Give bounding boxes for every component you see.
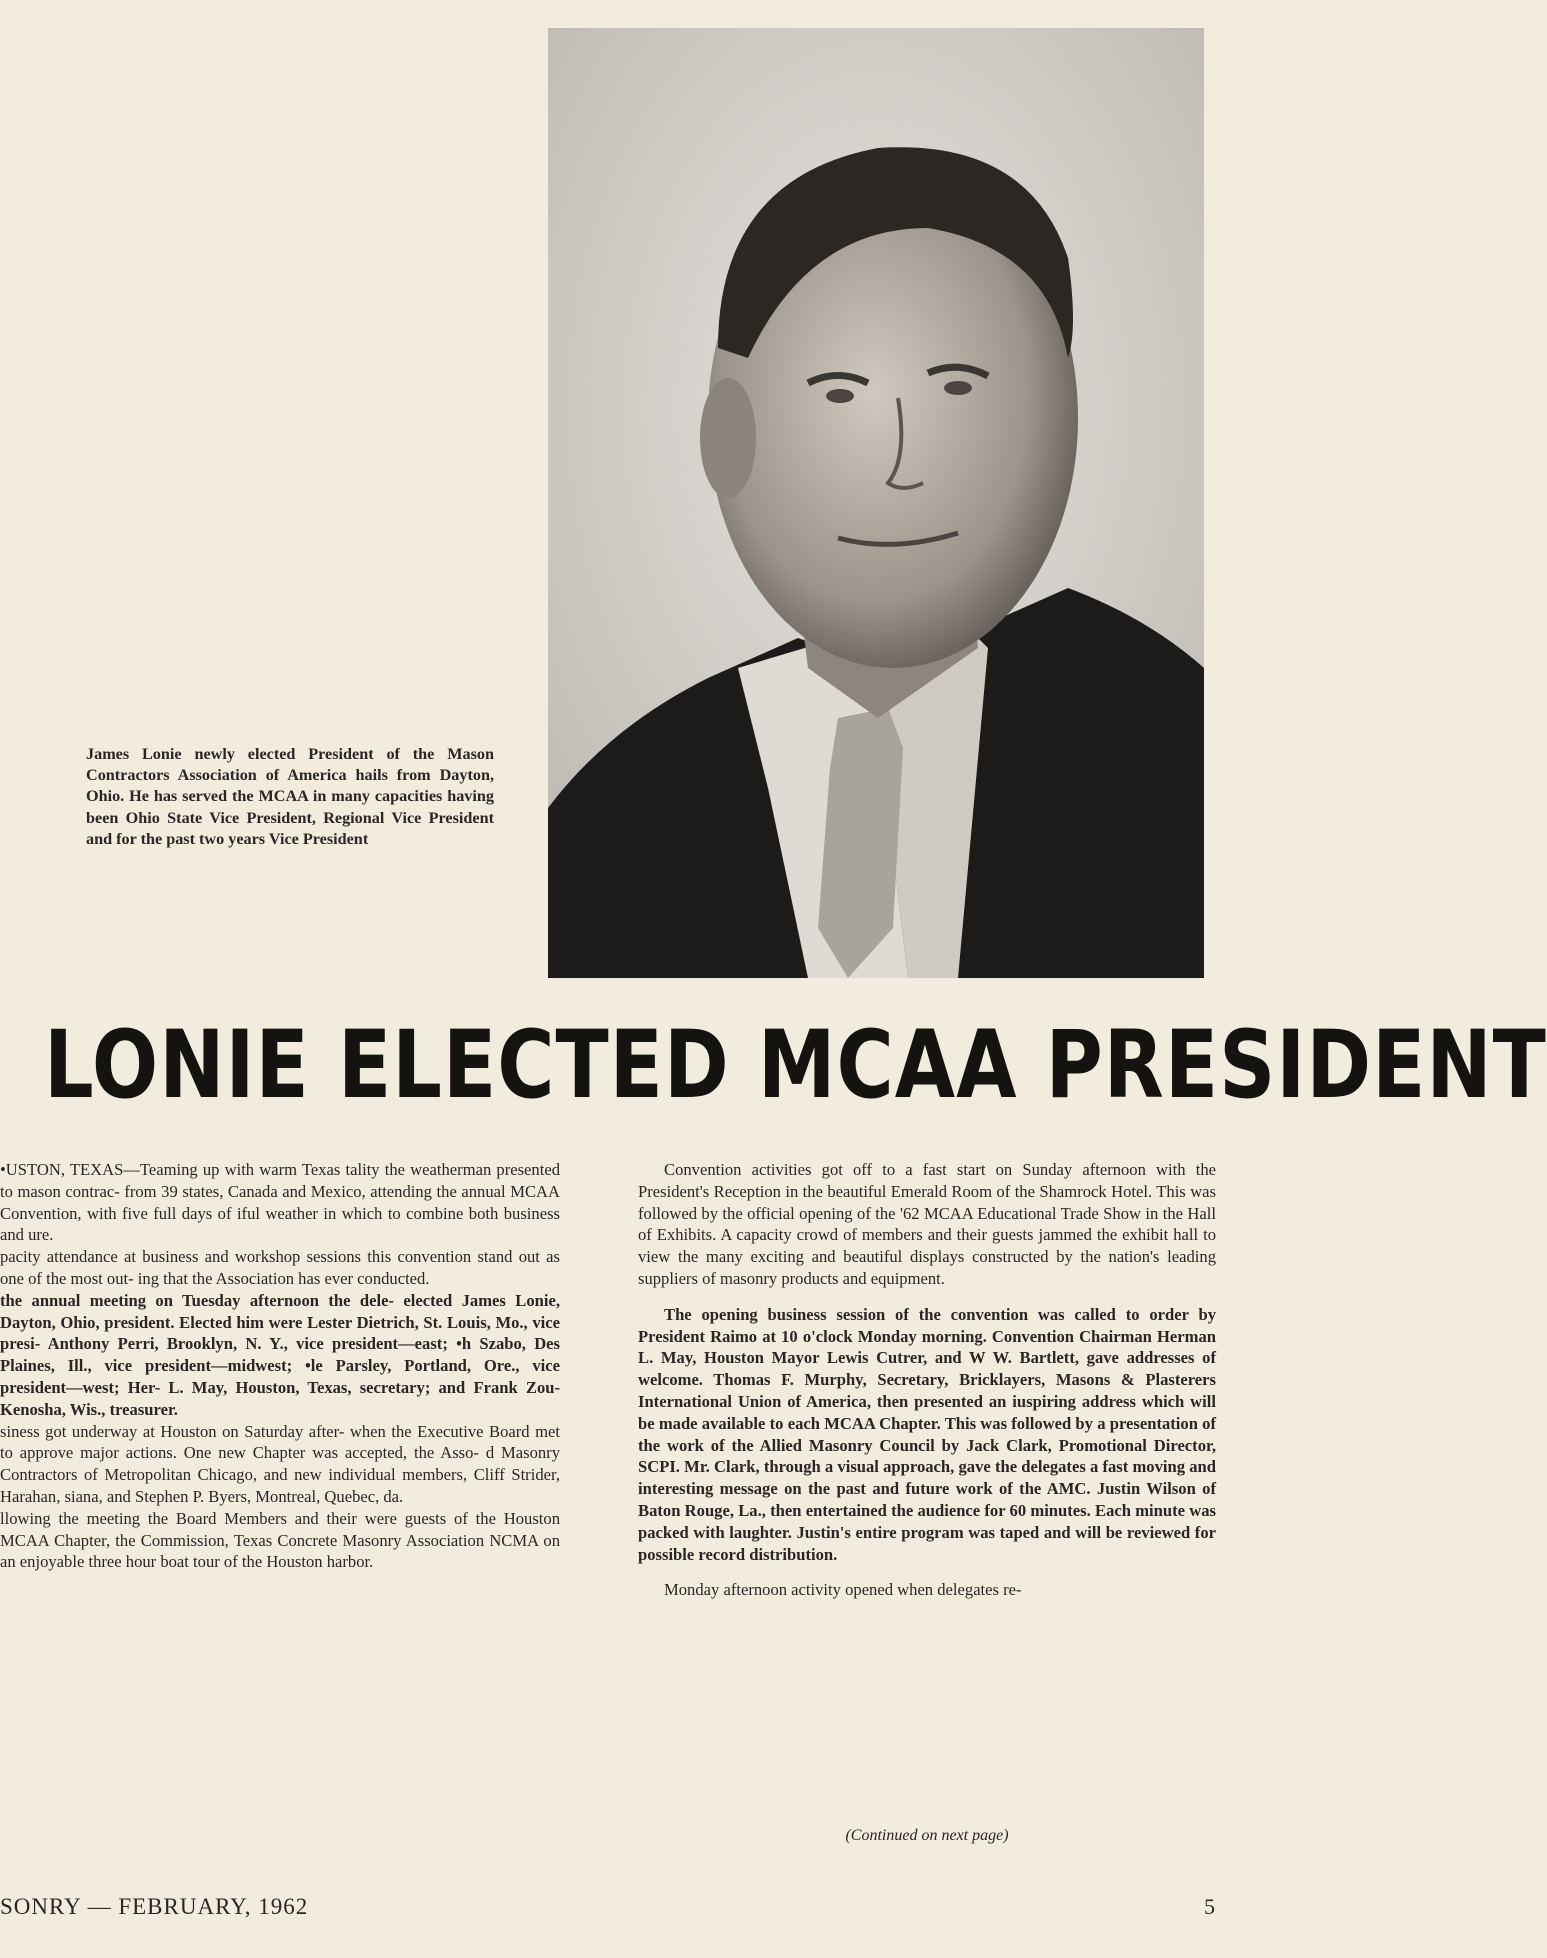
left-paragraph: siness got underway at Houston on Saturday after- when the Executive Board met to approve major actions. One new Chapter was accepted, the Asso- d Masonry Contractors of Metropolitan Chicago, and new individual members, Cliff Strider, Harahan, siana, and Stephen P. Byers, Montreal, Quebec, da.: [0, 1421, 560, 1506]
continued-note: (Continued on next page): [845, 1827, 1009, 1844]
page-number: 5: [1204, 1894, 1215, 1919]
photo-caption: James Lonie newly elected President of the Mason Contractors Association of America hails from Dayton, Ohio. He has served the MCAA in many capacities having been Ohio State Vice President, Regional Vice President and for the past two years Vice President: [86, 745, 494, 848]
right-text-column: [638, 1159, 1216, 1615]
article-headline: LONIE ELECTED MCAA PRESIDENT: [44, 1012, 1547, 1120]
left-paragraph: llowing the meeting the Board Members and their were guests of the Houston MCAA Chapter, the Commission, Texas Concrete Masonry Association NCMA on an enjoyable three hour boat tour of the Houston harbor.: [0, 1508, 560, 1572]
footer-publication-date: SONRY — FEBRUARY, 1962: [0, 1894, 309, 1919]
right-paragraph: The opening business session of the convention was called to order by President Raimo at 10 o'clock Monday morning. Convention Chairman Herman L. May, Houston Mayor Lewis Cutrer, and W W. Bartlett, gave addresses of welcome. Thomas F. Murphy, Secretary, Bricklayers, Masons & Plasterers International Union of America, then presented an iuspiring address which will be made available to each MCAA Chapter. This was followed by a presentation of the work of the Allied Masonry Council by Jack Clark, Promotional Director, SCPI. Mr. Clark, through a visual approach, gave the delegates a fast moving and interesting message on the past and future work of the AMC. Justin Wilson of Baton Rouge, La., then entertained the audience for 60 minutes. Each minute was packed with laughter. Justin's entire program was taped and will be reviewed for possible record distribution.: [638, 1304, 1216, 1564]
right-paragraph: Monday afternoon activity opened when delegates re-: [664, 1580, 1022, 1600]
president-portrait-photo: [548, 28, 1204, 978]
left-text-column: [0, 1159, 560, 1573]
left-paragraph: •USTON, TEXAS—Teaming up with warm Texas tality the weatherman presented to mason contrac- from 39 states, Canada and Mexico, attending the annual MCAA Convention, with five full days of iful weather in which to combine both business and ure.: [0, 1160, 560, 1245]
left-paragraph: the annual meeting on Tuesday afternoon the dele- elected James Lonie, Dayton, Ohio, president. Elected him were Lester Dietrich, St. Louis, Mo., vice presi- Anthony Perri, Brooklyn, N. Y., vice president—east; •h Szabo, Des Plaines, Ill., vice president—midwest; •le Parsley, Portland, Ore., vice president—west; Her- L. May, Houston, Texas, secretary; and Frank Zou- Kenosha, Wis., treasurer.: [0, 1290, 560, 1419]
left-paragraph: pacity attendance at business and workshop sessions this convention stand out as one of the most out- ing that the Association has ever conducted.: [0, 1247, 560, 1288]
right-paragraph: Convention activities got off to a fast start on Sunday afternoon with the President's Reception in the beautiful Emerald Room of the Shamrock Hotel. This was followed by the official opening of the '62 MCAA Educational Trade Show in the Hall of Exhibits. A capacity crowd of members and their guests jammed the exhibit hall to view the many exciting and beautiful displays constructed by the nation's leading suppliers of masonry products and equipment.: [638, 1160, 1216, 1288]
